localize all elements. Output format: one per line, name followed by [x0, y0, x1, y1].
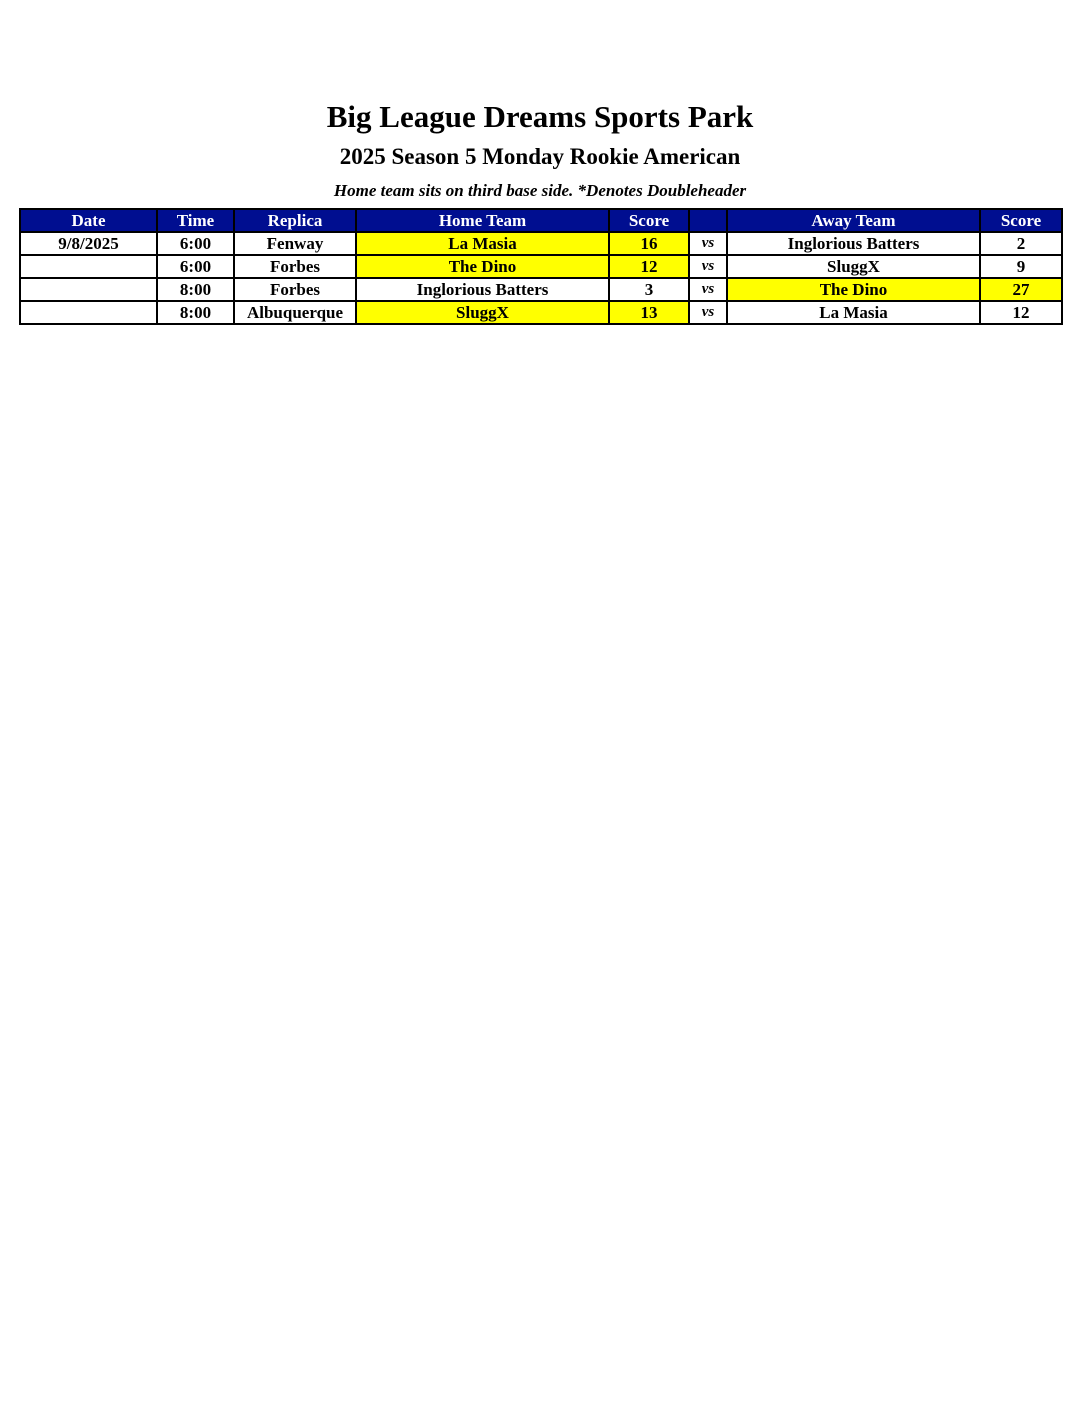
- column-header-time: Time: [157, 209, 234, 232]
- away-score-cell: 27: [980, 278, 1062, 301]
- away-team-cell: SluggX: [727, 255, 980, 278]
- time-cell: 6:00: [157, 255, 234, 278]
- table-header-row: [20, 209, 1062, 232]
- page-subtitle: 2025 Season 5 Monday Rookie American: [339, 144, 741, 169]
- date-cell: [20, 255, 157, 278]
- replica-cell: Forbes: [234, 278, 356, 301]
- vs-cell: vs: [689, 232, 727, 255]
- vs-cell: vs: [689, 301, 727, 324]
- schedule-note: Home team sits on third base side. *Denotes Doubleheader: [333, 181, 747, 200]
- column-header-home-team: Home Team: [356, 209, 609, 232]
- time-cell: 6:00: [157, 232, 234, 255]
- replica-cell: Albuquerque: [234, 301, 356, 324]
- column-header-home-score: Score: [609, 209, 689, 232]
- time-cell: 8:00: [157, 278, 234, 301]
- away-score-cell: 12: [980, 301, 1062, 324]
- home-team-cell: La Masia: [356, 232, 609, 255]
- home-score-cell: 12: [609, 255, 689, 278]
- schedule-table: [19, 208, 1063, 325]
- vs-cell: vs: [689, 278, 727, 301]
- home-team-cell: Inglorious Batters: [356, 278, 609, 301]
- away-team-cell: La Masia: [727, 301, 980, 324]
- away-score-cell: 9: [980, 255, 1062, 278]
- column-header-vs: [689, 209, 727, 232]
- away-score-cell: 2: [980, 232, 1062, 255]
- column-header-away-team: Away Team: [727, 209, 980, 232]
- time-cell: 8:00: [157, 301, 234, 324]
- home-score-cell: 3: [609, 278, 689, 301]
- column-header-date: Date: [20, 209, 157, 232]
- away-team-cell: The Dino: [727, 278, 980, 301]
- table-row: [20, 278, 1062, 301]
- home-score-cell: 13: [609, 301, 689, 324]
- date-cell: [20, 278, 157, 301]
- date-cell: 9/8/2025: [20, 232, 157, 255]
- table-row: [20, 232, 1062, 255]
- home-score-cell: 16: [609, 232, 689, 255]
- home-team-cell: SluggX: [356, 301, 609, 324]
- away-team-cell: Inglorious Batters: [727, 232, 980, 255]
- home-team-cell: The Dino: [356, 255, 609, 278]
- date-cell: [20, 301, 157, 324]
- page-title: Big League Dreams Sports Park: [326, 99, 754, 134]
- replica-cell: Forbes: [234, 255, 356, 278]
- column-header-replica: Replica: [234, 209, 356, 232]
- column-header-away-score: Score: [980, 209, 1062, 232]
- vs-cell: vs: [689, 255, 727, 278]
- replica-cell: Fenway: [234, 232, 356, 255]
- table-row: [20, 255, 1062, 278]
- table-row: [20, 301, 1062, 324]
